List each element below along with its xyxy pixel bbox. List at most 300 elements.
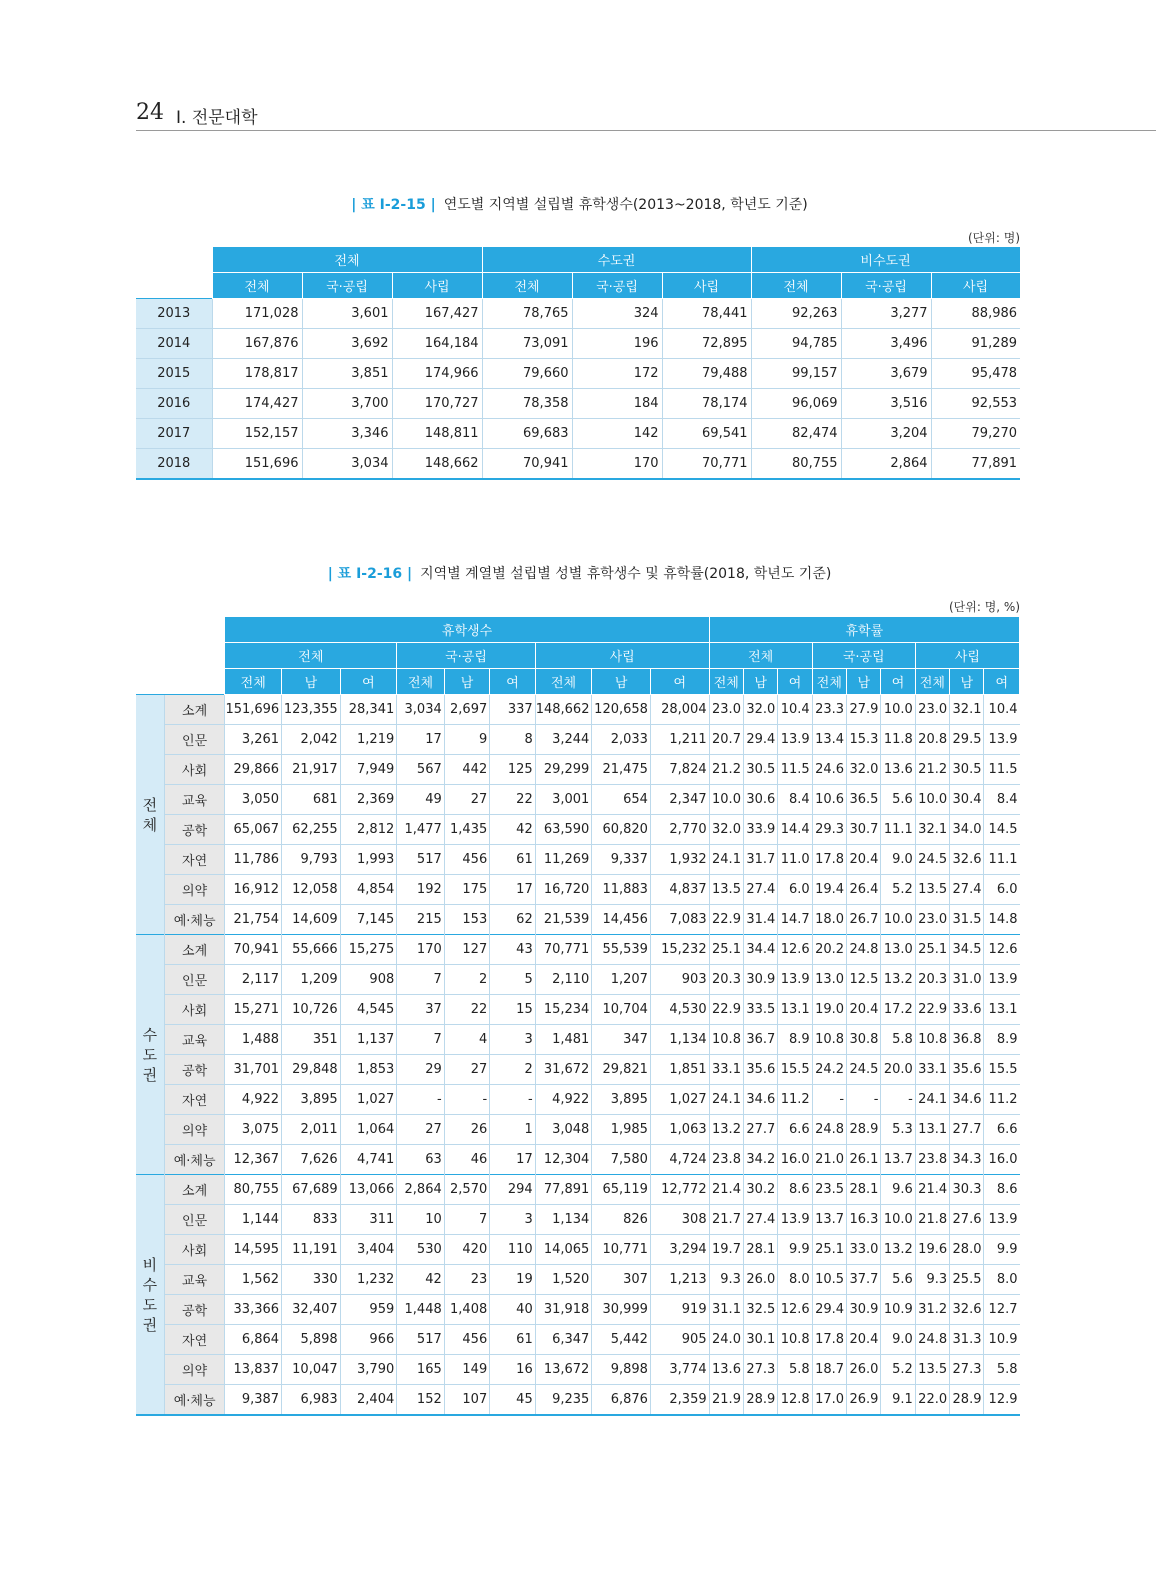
value-cell: 3,692: [302, 329, 392, 359]
value-cell: 10.8: [812, 1025, 846, 1055]
year-cell: 2013: [136, 299, 212, 329]
value-cell: 32,407: [282, 1295, 341, 1325]
table1: [136, 246, 1021, 480]
value-cell: 1,064: [340, 1115, 397, 1145]
value-cell: 40: [490, 1295, 535, 1325]
value-cell: 123,355: [282, 695, 341, 725]
value-cell: 33.1: [709, 1055, 743, 1085]
value-cell: 24.1: [915, 1085, 949, 1115]
value-cell: 24.1: [709, 845, 743, 875]
value-cell: 29,299: [535, 755, 592, 785]
value-cell: 165: [397, 1355, 445, 1385]
value-cell: 14.4: [778, 815, 812, 845]
value-cell: 1,448: [397, 1295, 445, 1325]
value-cell: 27: [444, 1055, 489, 1085]
value-cell: 22.9: [709, 995, 743, 1025]
table2-subheader: 여: [650, 669, 709, 695]
value-cell: 25.5: [950, 1265, 984, 1295]
value-cell: 78,174: [662, 389, 751, 419]
category-cell: 사회: [164, 755, 225, 785]
value-cell: 32.0: [743, 695, 777, 725]
value-cell: 16.0: [778, 1145, 812, 1175]
value-cell: 10.8: [915, 1025, 949, 1055]
value-cell: 33.9: [743, 815, 777, 845]
region-label-char: 권: [142, 1065, 158, 1084]
value-cell: 6,864: [225, 1325, 282, 1355]
value-cell: 13.6: [881, 755, 915, 785]
value-cell: 10: [397, 1205, 445, 1235]
value-cell: 30,999: [592, 1295, 651, 1325]
value-cell: 11.1: [984, 845, 1020, 875]
value-cell: 12.7: [984, 1295, 1020, 1325]
category-cell: 소계: [164, 695, 225, 725]
value-cell: 22.9: [709, 905, 743, 935]
value-cell: 5.6: [881, 1265, 915, 1295]
value-cell: 1,562: [225, 1265, 282, 1295]
value-cell: 12.8: [778, 1385, 812, 1416]
value-cell: 3,790: [340, 1355, 397, 1385]
value-cell: 151,696: [225, 695, 282, 725]
value-cell: 16,720: [535, 875, 592, 905]
value-cell: 31.1: [709, 1295, 743, 1325]
value-cell: 11,269: [535, 845, 592, 875]
value-cell: 80,755: [751, 449, 841, 480]
value-cell: 164,184: [392, 329, 482, 359]
table2-subheader: 남: [847, 669, 881, 695]
value-cell: 167,876: [212, 329, 302, 359]
table2-corner: [136, 643, 225, 669]
value-cell: 3,346: [302, 419, 392, 449]
value-cell: 5.2: [881, 1355, 915, 1385]
value-cell: 14,609: [282, 905, 341, 935]
table2: [136, 616, 1020, 1416]
value-cell: -: [881, 1085, 915, 1115]
category-cell: 교육: [164, 1025, 225, 1055]
value-cell: 27.3: [743, 1355, 777, 1385]
value-cell: 27.4: [743, 1205, 777, 1235]
value-cell: 26: [444, 1115, 489, 1145]
value-cell: 1,232: [340, 1265, 397, 1295]
value-cell: 16: [490, 1355, 535, 1385]
value-cell: 78,441: [662, 299, 751, 329]
value-cell: 96,069: [751, 389, 841, 419]
category-cell: 사회: [164, 995, 225, 1025]
value-cell: 46: [444, 1145, 489, 1175]
value-cell: -: [812, 1085, 846, 1115]
value-cell: 4,724: [650, 1145, 709, 1175]
category-cell: 교육: [164, 785, 225, 815]
value-cell: 79,488: [662, 359, 751, 389]
value-cell: 91,289: [931, 329, 1020, 359]
value-cell: 20.3: [915, 965, 949, 995]
value-cell: 14,595: [225, 1235, 282, 1265]
value-cell: 60,820: [592, 815, 651, 845]
value-cell: 125: [490, 755, 535, 785]
table-row: [136, 359, 1020, 389]
page-number: 24: [136, 100, 164, 125]
value-cell: 10.8: [778, 1325, 812, 1355]
value-cell: 13,837: [225, 1355, 282, 1385]
value-cell: 6.0: [778, 875, 812, 905]
table-row: [136, 1235, 1020, 1265]
value-cell: 3,048: [535, 1115, 592, 1145]
value-cell: 13.7: [881, 1145, 915, 1175]
value-cell: 4,530: [650, 995, 709, 1025]
value-cell: 15.5: [984, 1055, 1020, 1085]
value-cell: 149: [444, 1355, 489, 1385]
category-cell: 공학: [164, 1295, 225, 1325]
value-cell: 14.5: [984, 815, 1020, 845]
value-cell: 63,590: [535, 815, 592, 845]
value-cell: 10.8: [709, 1025, 743, 1055]
table-row: [136, 1025, 1020, 1055]
value-cell: 174,427: [212, 389, 302, 419]
value-cell: 15,275: [340, 935, 397, 965]
value-cell: 14.7: [778, 905, 812, 935]
table2-mid-header: 사립: [915, 643, 1019, 669]
value-cell: 8.0: [778, 1265, 812, 1295]
value-cell: 5.2: [881, 875, 915, 905]
category-cell: 예·체능: [164, 1385, 225, 1416]
value-cell: 55,666: [282, 935, 341, 965]
value-cell: 67,689: [282, 1175, 341, 1205]
value-cell: 14,456: [592, 905, 651, 935]
value-cell: 13.5: [915, 875, 949, 905]
value-cell: 14.8: [984, 905, 1020, 935]
value-cell: 26.9: [847, 1385, 881, 1416]
table-row: [136, 1355, 1020, 1385]
category-cell: 사회: [164, 1235, 225, 1265]
value-cell: 22.0: [915, 1385, 949, 1416]
value-cell: 29,866: [225, 755, 282, 785]
value-cell: 3: [490, 1205, 535, 1235]
value-cell: 13.9: [984, 725, 1020, 755]
value-cell: 27.4: [743, 875, 777, 905]
value-cell: 32.6: [950, 845, 984, 875]
year-cell: 2016: [136, 389, 212, 419]
value-cell: 95,478: [931, 359, 1020, 389]
value-cell: 10.0: [881, 1205, 915, 1235]
value-cell: 30.2: [743, 1175, 777, 1205]
value-cell: 10.0: [915, 785, 949, 815]
table2-caption-id: | 표 Ⅰ-2-16 |: [327, 566, 413, 582]
table-row: [136, 299, 1020, 329]
value-cell: 2: [444, 965, 489, 995]
value-cell: 21.7: [709, 1205, 743, 1235]
value-cell: 32.5: [743, 1295, 777, 1325]
value-cell: 152,157: [212, 419, 302, 449]
value-cell: 9.1: [881, 1385, 915, 1416]
value-cell: 8.9: [778, 1025, 812, 1055]
value-cell: 31.0: [950, 965, 984, 995]
table2-mid-header: 국·공립: [397, 643, 535, 669]
value-cell: 27.4: [950, 875, 984, 905]
category-cell: 인문: [164, 725, 225, 755]
value-cell: 826: [592, 1205, 651, 1235]
value-cell: 7,824: [650, 755, 709, 785]
table1-caption-title: 연도별 지역별 설립별 휴학생수(2013~2018, 학년도 기준): [443, 197, 808, 213]
value-cell: 25.1: [915, 935, 949, 965]
value-cell: 21,754: [225, 905, 282, 935]
value-cell: 32.1: [950, 695, 984, 725]
value-cell: 20.3: [709, 965, 743, 995]
value-cell: 27: [444, 785, 489, 815]
value-cell: 174,966: [392, 359, 482, 389]
value-cell: 20.4: [847, 845, 881, 875]
value-cell: 37.7: [847, 1265, 881, 1295]
value-cell: 3,050: [225, 785, 282, 815]
year-cell: 2018: [136, 449, 212, 480]
region-label-char: 수: [142, 1275, 158, 1294]
value-cell: 4,545: [340, 995, 397, 1025]
value-cell: 311: [340, 1205, 397, 1235]
value-cell: 72,895: [662, 329, 751, 359]
table2-mid-header: 국·공립: [812, 643, 915, 669]
value-cell: 1,027: [650, 1085, 709, 1115]
value-cell: 308: [650, 1205, 709, 1235]
value-cell: 7,626: [282, 1145, 341, 1175]
value-cell: 23.5: [812, 1175, 846, 1205]
value-cell: 36.5: [847, 785, 881, 815]
table-row: [136, 1145, 1020, 1175]
value-cell: 8.9: [984, 1025, 1020, 1055]
value-cell: 2,110: [535, 965, 592, 995]
value-cell: 10.9: [881, 1295, 915, 1325]
value-cell: 31.2: [915, 1295, 949, 1325]
value-cell: 28,004: [650, 695, 709, 725]
table2-mid-header: 전체: [709, 643, 812, 669]
table2-corner: [136, 617, 225, 643]
table2-top-header: 휴학생수: [225, 617, 709, 643]
region-label-char: 도: [142, 1045, 158, 1064]
value-cell: 23.0: [915, 695, 949, 725]
value-cell: 29.4: [812, 1295, 846, 1325]
value-cell: 10,771: [592, 1235, 651, 1265]
value-cell: 148,662: [392, 449, 482, 480]
value-cell: 88,986: [931, 299, 1020, 329]
value-cell: 15,271: [225, 995, 282, 1025]
value-cell: 20.7: [709, 725, 743, 755]
table2-subheader: 전체: [397, 669, 445, 695]
value-cell: 13.9: [778, 965, 812, 995]
table2-subheader: 남: [444, 669, 489, 695]
value-cell: 151,696: [212, 449, 302, 480]
value-cell: 4: [444, 1025, 489, 1055]
value-cell: 21,475: [592, 755, 651, 785]
value-cell: 34.6: [950, 1085, 984, 1115]
value-cell: 77,891: [535, 1175, 592, 1205]
value-cell: 12,058: [282, 875, 341, 905]
table1-subheader: 사립: [662, 273, 751, 299]
value-cell: 23.3: [812, 695, 846, 725]
table1-corner: [136, 247, 212, 273]
value-cell: 65,119: [592, 1175, 651, 1205]
table1-group-header: 전체: [212, 247, 482, 273]
value-cell: 21,917: [282, 755, 341, 785]
value-cell: 13.2: [881, 1235, 915, 1265]
table-row: [136, 965, 1020, 995]
value-cell: 28.9: [743, 1385, 777, 1416]
value-cell: 1,211: [650, 725, 709, 755]
value-cell: 1,219: [340, 725, 397, 755]
value-cell: 4,854: [340, 875, 397, 905]
value-cell: 1,851: [650, 1055, 709, 1085]
value-cell: 3,001: [535, 785, 592, 815]
value-cell: 10.6: [812, 785, 846, 815]
table-row: [136, 785, 1020, 815]
value-cell: 3,895: [282, 1085, 341, 1115]
value-cell: 22.9: [915, 995, 949, 1025]
value-cell: 92,553: [931, 389, 1020, 419]
value-cell: 1,853: [340, 1055, 397, 1085]
value-cell: 24.0: [709, 1325, 743, 1355]
value-cell: 9.3: [709, 1265, 743, 1295]
value-cell: 3,774: [650, 1355, 709, 1385]
table-row: [136, 935, 1020, 965]
value-cell: 3,277: [841, 299, 931, 329]
value-cell: 94,785: [751, 329, 841, 359]
value-cell: 330: [282, 1265, 341, 1295]
value-cell: 29.3: [812, 815, 846, 845]
value-cell: 35.6: [950, 1055, 984, 1085]
value-cell: 7,145: [340, 905, 397, 935]
value-cell: 7,949: [340, 755, 397, 785]
table1-caption: [0, 194, 1159, 214]
value-cell: 442: [444, 755, 489, 785]
value-cell: 172: [572, 359, 662, 389]
value-cell: 22: [444, 995, 489, 1025]
table2-subheader: 남: [592, 669, 651, 695]
value-cell: 192: [397, 875, 445, 905]
value-cell: 2,042: [282, 725, 341, 755]
value-cell: 3,516: [841, 389, 931, 419]
value-cell: 3,700: [302, 389, 392, 419]
table2-corner: [136, 669, 225, 695]
value-cell: 681: [282, 785, 341, 815]
category-cell: 자연: [164, 845, 225, 875]
value-cell: 69,683: [482, 419, 572, 449]
value-cell: 11,786: [225, 845, 282, 875]
table1-subheader: 사립: [931, 273, 1020, 299]
value-cell: 6,347: [535, 1325, 592, 1355]
category-cell: 의약: [164, 875, 225, 905]
value-cell: 62: [490, 905, 535, 935]
value-cell: 1,481: [535, 1025, 592, 1055]
value-cell: 5.8: [984, 1355, 1020, 1385]
table2-subheader: 전체: [535, 669, 592, 695]
value-cell: 1,488: [225, 1025, 282, 1055]
value-cell: 456: [444, 845, 489, 875]
value-cell: -: [847, 1085, 881, 1115]
table-row: [136, 1295, 1020, 1325]
value-cell: 148,662: [535, 695, 592, 725]
value-cell: 530: [397, 1235, 445, 1265]
value-cell: 69,541: [662, 419, 751, 449]
value-cell: 196: [572, 329, 662, 359]
value-cell: 170: [572, 449, 662, 480]
value-cell: 2,404: [340, 1385, 397, 1416]
value-cell: 13.9: [984, 965, 1020, 995]
value-cell: 12.9: [984, 1385, 1020, 1416]
value-cell: 153: [444, 905, 489, 935]
value-cell: 3,034: [302, 449, 392, 480]
value-cell: 27.6: [950, 1205, 984, 1235]
value-cell: 1,408: [444, 1295, 489, 1325]
value-cell: 16.0: [984, 1145, 1020, 1175]
table-row: [136, 389, 1020, 419]
value-cell: 3,261: [225, 725, 282, 755]
value-cell: -: [397, 1085, 445, 1115]
value-cell: 12.6: [778, 1295, 812, 1325]
value-cell: 8.0: [984, 1265, 1020, 1295]
value-cell: 28.9: [847, 1115, 881, 1145]
value-cell: 7,580: [592, 1145, 651, 1175]
value-cell: 25.1: [812, 1235, 846, 1265]
value-cell: 3,244: [535, 725, 592, 755]
table1-subheader: 국·공립: [841, 273, 931, 299]
value-cell: 833: [282, 1205, 341, 1235]
value-cell: 17.8: [812, 1325, 846, 1355]
value-cell: 31.4: [743, 905, 777, 935]
value-cell: 24.1: [709, 1085, 743, 1115]
category-cell: 예·체능: [164, 905, 225, 935]
value-cell: 5.8: [881, 1025, 915, 1055]
table2-caption-title: 지역별 계열별 설립별 성별 휴학생수 및 휴학률(2018, 학년도 기준): [420, 566, 832, 582]
value-cell: 15.5: [778, 1055, 812, 1085]
value-cell: 3,895: [592, 1085, 651, 1115]
table1-group-header: 수도권: [482, 247, 751, 273]
value-cell: 28.9: [950, 1385, 984, 1416]
value-cell: 13.7: [812, 1205, 846, 1235]
value-cell: 17: [490, 1145, 535, 1175]
value-cell: 11,883: [592, 875, 651, 905]
value-cell: 25.1: [709, 935, 743, 965]
value-cell: 170: [397, 935, 445, 965]
table2-subheader: 남: [282, 669, 341, 695]
table1-group-header: 비수도권: [751, 247, 1020, 273]
value-cell: 20.4: [847, 995, 881, 1025]
value-cell: 1,134: [650, 1025, 709, 1055]
category-cell: 자연: [164, 1325, 225, 1355]
chapter-title: Ⅰ. 전문대학: [176, 108, 258, 128]
value-cell: 1,435: [444, 815, 489, 845]
value-cell: 29.4: [743, 725, 777, 755]
value-cell: 1,063: [650, 1115, 709, 1145]
value-cell: 32.6: [950, 1295, 984, 1325]
region-label-char: 권: [142, 1315, 158, 1334]
value-cell: 13.1: [984, 995, 1020, 1025]
value-cell: 78,358: [482, 389, 572, 419]
value-cell: 33,366: [225, 1295, 282, 1325]
value-cell: 28.1: [743, 1235, 777, 1265]
value-cell: 32.0: [847, 755, 881, 785]
value-cell: 9: [444, 725, 489, 755]
value-cell: 26.1: [847, 1145, 881, 1175]
value-cell: 31.7: [743, 845, 777, 875]
value-cell: 31,672: [535, 1055, 592, 1085]
page-header: [136, 98, 1156, 131]
value-cell: 13.0: [812, 965, 846, 995]
value-cell: 17.0: [812, 1385, 846, 1416]
region-label-char: 도: [142, 1295, 158, 1314]
value-cell: 1,144: [225, 1205, 282, 1235]
value-cell: 26.0: [743, 1265, 777, 1295]
value-cell: 21.4: [915, 1175, 949, 1205]
value-cell: 2,011: [282, 1115, 341, 1145]
value-cell: 11.5: [984, 755, 1020, 785]
value-cell: 30.8: [847, 1025, 881, 1055]
value-cell: 1: [490, 1115, 535, 1145]
